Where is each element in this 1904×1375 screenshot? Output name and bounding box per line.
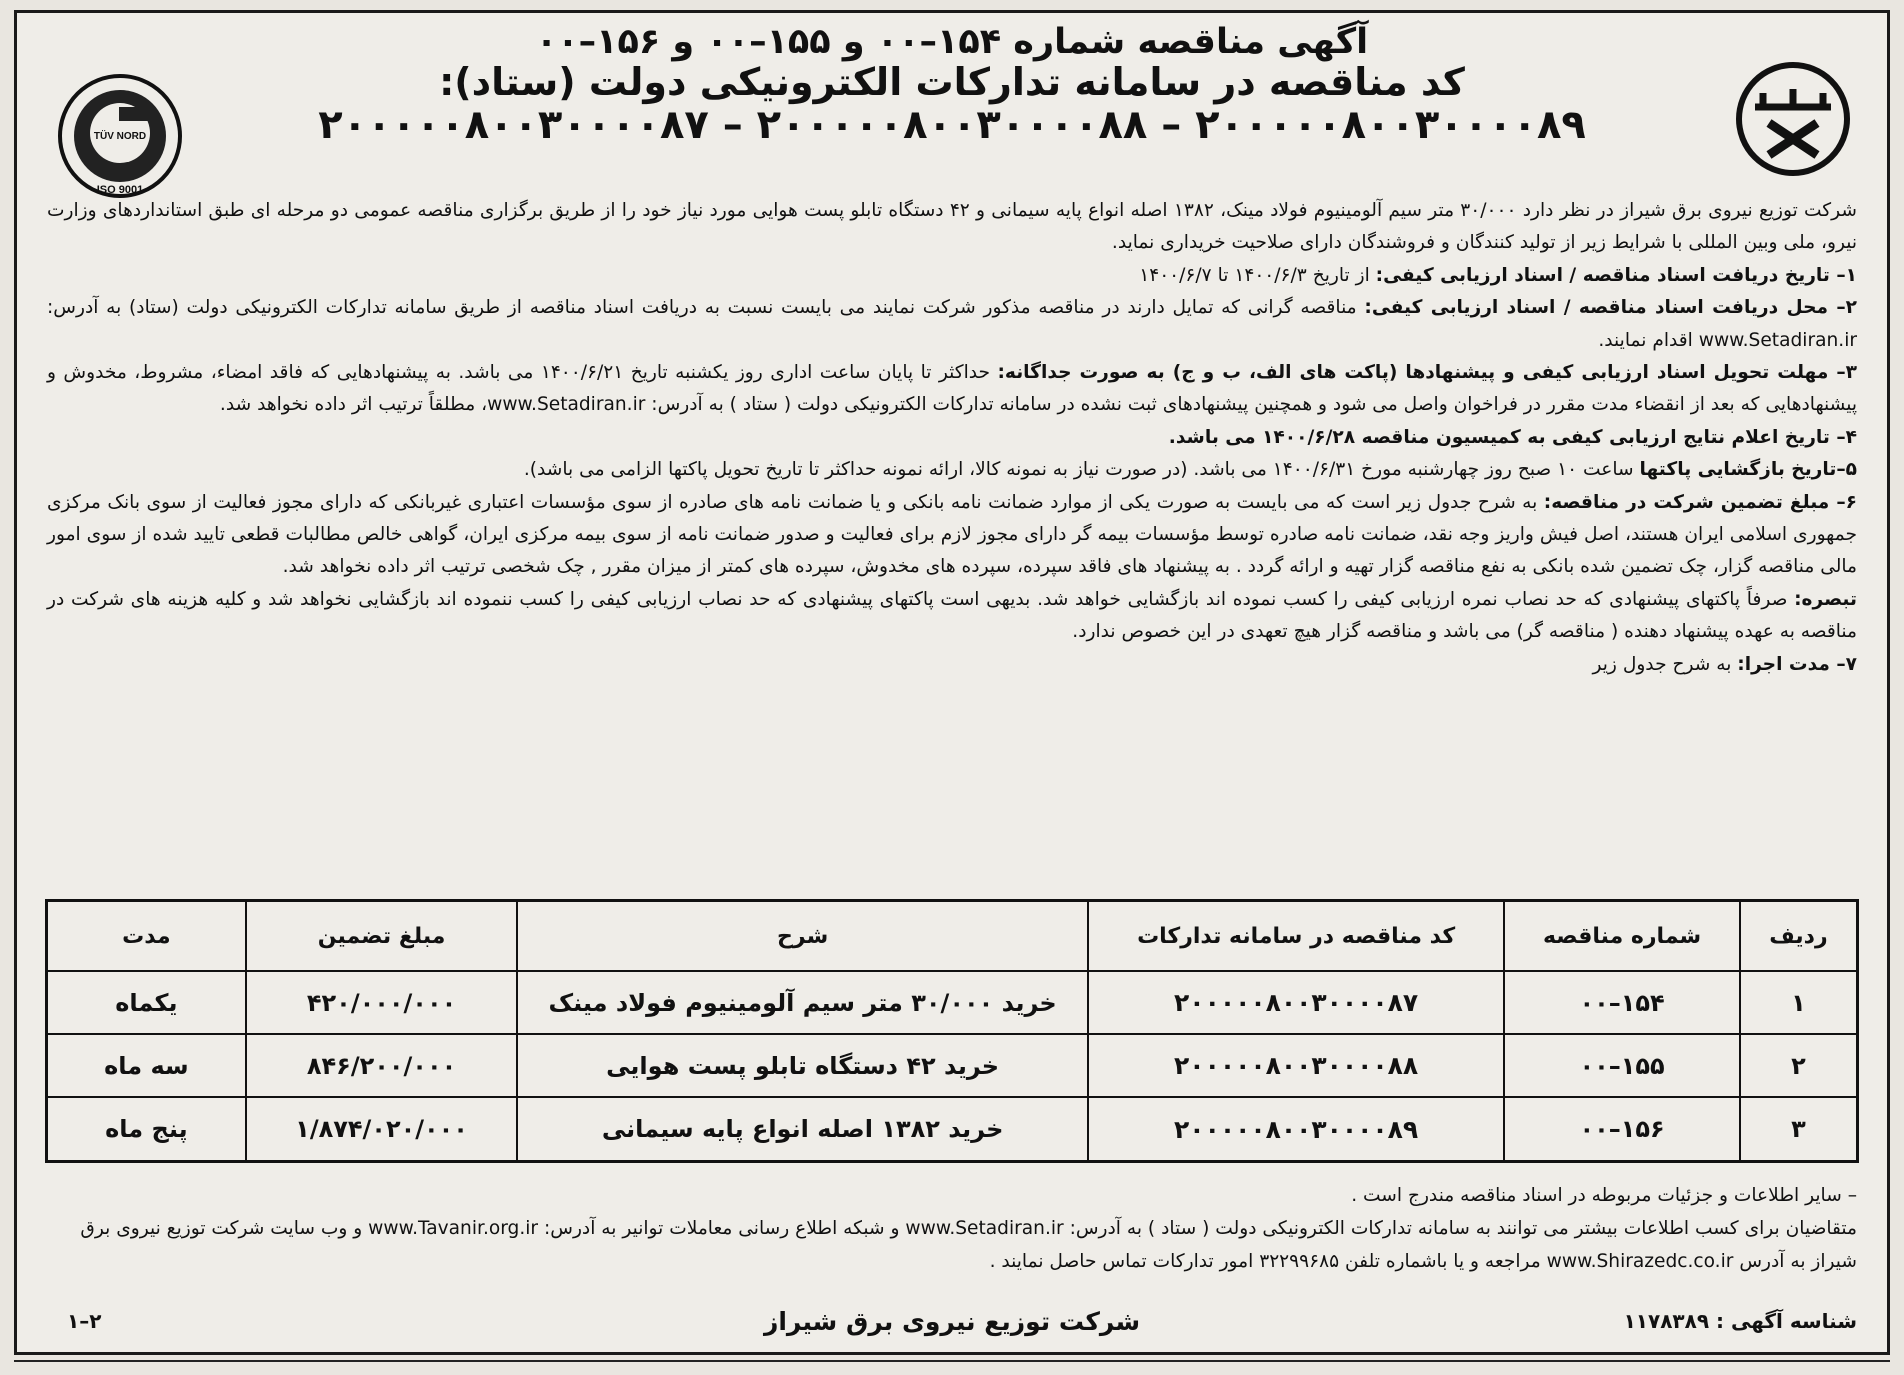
table-cell: خرید ۳۰/۰۰۰ متر سیم آلومینیوم فولاد مینک	[517, 971, 1087, 1034]
table-header-row	[47, 901, 1858, 972]
ad-id: شناسه آگهی : ۱۱۷۸۳۸۹	[1623, 1309, 1857, 1333]
table-cell: ۲۰۰۰۰۰۸۰۰۳۰۰۰۰۸۷	[1088, 971, 1505, 1034]
table-header: کد مناقصه در سامانه تدارکات	[1088, 901, 1505, 972]
table-cell: سه ماه	[47, 1034, 246, 1097]
condition-label: ۶– مبلغ تضمین شرکت در مناقصه:	[1543, 491, 1857, 513]
iso-certificate-logo-icon	[55, 71, 185, 201]
condition-label: ۲– محل دریافت اسناد مناقصه / اسناد ارزیابی کیفی:	[1364, 297, 1857, 319]
table-cell: ۴۲۰/۰۰۰/۰۰۰	[246, 971, 518, 1034]
table-header: مبلغ تضمین	[246, 901, 518, 972]
condition-label: ۵–تاریخ بازگشایی پاکتها	[1639, 459, 1857, 481]
table-header: شماره مناقصه	[1504, 901, 1739, 972]
table-cell: ۲۰۰۰۰۰۸۰۰۳۰۰۰۰۸۸	[1088, 1034, 1505, 1097]
notice-subtitle: کد مناقصه در سامانه تدارکات الکترونیکی دولت (ستاد):	[439, 59, 1465, 104]
condition-item	[47, 422, 1857, 454]
footer-signature-row	[47, 1309, 1857, 1349]
table-cell: ۲	[1740, 1034, 1858, 1097]
condition-item	[47, 454, 1857, 486]
tender-codes: ۲۰۰۰۰۰۸۰۰۳۰۰۰۰۸۷ – ۲۰۰۰۰۰۸۰۰۳۰۰۰۰۸۸ – ۲۰۰۰۰۰۸۰۰۳۰۰۰۰۸۹	[318, 102, 1586, 149]
table-header: ردیف	[1740, 901, 1858, 972]
logo-brand-text: TÜV NORD	[93, 131, 147, 142]
tender-table-wrap	[45, 899, 1859, 1163]
condition-label: ۴– تاریخ اعلام نتایج ارزیابی کیفی به کمیسیون مناقصه ۱۴۰۰/۶/۲۸ می باشد.	[1168, 426, 1857, 448]
footer-note: – سایر اطلاعات و جزئیات مربوطه در اسناد مناقصه مندرج است .	[1351, 1185, 1857, 1206]
condition-item	[47, 357, 1857, 422]
table-cell: ۸۴۶/۲۰۰/۰۰۰	[246, 1034, 518, 1097]
condition-item	[47, 487, 1857, 584]
condition-item	[47, 292, 1857, 357]
table-header: مدت	[47, 901, 246, 972]
condition-text: ساعت ۱۰ صبح روز چهارشنبه مورخ ۱۴۰۰/۶/۳۱ می باشد. (در صورت نیاز به نمونه کالا، ارائه نمونه حداکثر تا تاریخ تحویل پاکتها الزامی می باشد).	[523, 459, 1640, 481]
table-cell: خرید ۱۳۸۲ اصله انواع پایه سیمانی	[517, 1097, 1087, 1161]
condition-item	[47, 584, 1857, 649]
notice-titles	[227, 23, 1677, 147]
condition-label: تبصره:	[1794, 588, 1857, 610]
notice-footer	[47, 1179, 1857, 1278]
page-bottom-divider	[14, 1360, 1890, 1374]
condition-text: حداکثر تا پایان ساعت اداری روز یکشنبه تاریخ ۱۴۰۰/۶/۲۱ می باشد. به پیشنهادهایی که فاقد امضاء، مشروط، مخدوش و پیشنهادهایی که بعد از انقضاء مدت مقرر در فراخوان واصل می شود و همچنین پیشنهادهای ثبت نشده در سامانه تدارکات الکترونیکی دولت ( ستاد ) به آدرس: www.Setadiran.ir، مطلقاً ترتیب اثر داده نخواهد شد.	[47, 362, 1857, 416]
logo-iso-text: ISO 9001	[96, 184, 144, 196]
table-row	[47, 971, 1858, 1034]
condition-text: به شرح جدول زیر	[1592, 653, 1738, 675]
table-cell: ۱۵۵–۰۰	[1504, 1034, 1739, 1097]
intro-paragraph: شرکت توزیع نیروی برق شیراز در نظر دارد ۳۰/۰۰۰ متر سیم آلومینیوم فولاد مینک، ۱۳۸۲ اصله انواع پایه سیمانی و ۴۲ دستگاه تابلو پست هوایی مورد نیاز خود را از طریق برگزاری مناقصه عمومی دو مرحله ای طبق استانداردهای وزارت نیرو، ملی وبین المللی با شرایط زیر از تولید کنندگان و فروشندگان دارای صلاحیت خریداری نماید.	[47, 200, 1858, 254]
table-cell: یکماه	[47, 971, 246, 1034]
condition-label: ۳– مهلت تحویل اسناد ارزیابی کیفی و پیشنهادها (پاکت های الف، ب و ج) به صورت جداگانه:	[997, 362, 1857, 384]
table-cell: ۱/۸۷۴/۰۲۰/۰۰۰	[246, 1097, 518, 1161]
table-header: شرح	[517, 901, 1087, 972]
table-row	[47, 1034, 1858, 1097]
notice-body	[47, 195, 1857, 681]
condition-text: از تاریخ ۱۴۰۰/۶/۳ تا ۱۴۰۰/۶/۷	[1139, 264, 1376, 286]
tender-table	[45, 899, 1859, 1163]
table-cell: پنج ماه	[47, 1097, 246, 1161]
company-signature: شرکت توزیع نیروی برق شیراز	[763, 1307, 1141, 1336]
table-cell: ۱۵۴–۰۰	[1504, 971, 1739, 1034]
notice-title: آگهی مناقصه شماره ۱۵۴–۰۰ و ۱۵۵–۰۰ و ۱۵۶–۰۰	[535, 22, 1369, 62]
table-cell: ۱۵۶–۰۰	[1504, 1097, 1739, 1161]
table-row	[47, 1097, 1858, 1161]
table-cell: خرید ۴۲ دستگاه تابلو پست هوایی	[517, 1034, 1087, 1097]
footer-contact: متقاضیان برای کسب اطلاعات بیشتر می توانند به سامانه تدارکات الکترونیکی دولت ( ستاد ) به آدرس: www.Setadiran.ir و شبکه اطلاع رسانی معاملات توانیر به آدرس: www.Tavanir.org.ir و وب سایت شرکت توزیع نیروی برق شیراز به آدرس www.Shirazedc.co.ir مراجعه و یا باشماره تلفن ۳۲۲۹۹۶۸۵ امور تدارکات تماس حاصل نمایند .	[80, 1218, 1857, 1272]
notice-header	[17, 19, 1887, 196]
page-number: ۱–۲	[67, 1309, 102, 1333]
condition-item	[47, 260, 1857, 292]
condition-text: صرفاً پاکتهای پیشنهادی که حد نصاب نمره ارزیابی کیفی را کسب نموده اند بازگشایی خواهد شد. بدیهی است پاکتهای پیشنهادی که حد نصاب ارزیابی کیفی را کسب ننموده اند بازگشایی نخواهد شد و کلیه هزینه های شرکت در مناقصه به عهده پیشنهاد دهنده ( مناقصه گر) می باشد و مناقصه گزار هیچ تعهدی در این خصوص ندارد.	[47, 588, 1857, 643]
condition-label: ۷– مدت اجرا:	[1737, 653, 1857, 675]
condition-label: ۱– تاریخ دریافت اسناد مناقصه / اسناد ارزیابی کیفی:	[1375, 264, 1857, 286]
power-company-logo-icon	[1733, 59, 1853, 179]
table-cell: ۱	[1740, 971, 1858, 1034]
condition-text: مناقصه گرانی که تمایل دارند در مناقصه مذکور شرکت نمایند می بایست نسبت به دریافت اسناد مناقصه از طریق سامانه تدارکات الکترونیکی دولت (ستاد) به آدرس: www.Setadiran.ir اقدام نمایند.	[47, 297, 1857, 351]
condition-text: به شرح جدول زیر است که می بایست به صورت یکی از موارد ضمانت نامه بانکی و یا ضمانت نامه های صادره از سوی مؤسسات اعتباری غیربانکی که دارای مجوز فعالیت از سوی بانک مرکزی جمهوری اسلامی ایران هستند، اصل فیش واریز وجه نقد، ضمانت نامه صادره توسط مؤسسات بیمه گر دارای مجوز لازم برای فعالیت و صدور ضمانت نامه از سوی بیمه مرکزی ایران، گواهی خالص مطالبات قطعی تایید شده از سوی امور مالی مناقصه گزار، چک تضمین شده بانکی به نفع مناقصه گزار تهیه و ارائه گردد . به پیشنهاد های فاقد سپرده، سپرده های مخدوش، سپرده های کمتر از میزان مقرر , چک شخصی ترتیب اثر داده نخواهد شد.	[47, 491, 1857, 578]
tender-notice	[14, 10, 1890, 1355]
table-cell: ۲۰۰۰۰۰۸۰۰۳۰۰۰۰۸۹	[1088, 1097, 1505, 1161]
condition-item	[47, 649, 1857, 681]
table-cell: ۳	[1740, 1097, 1858, 1161]
